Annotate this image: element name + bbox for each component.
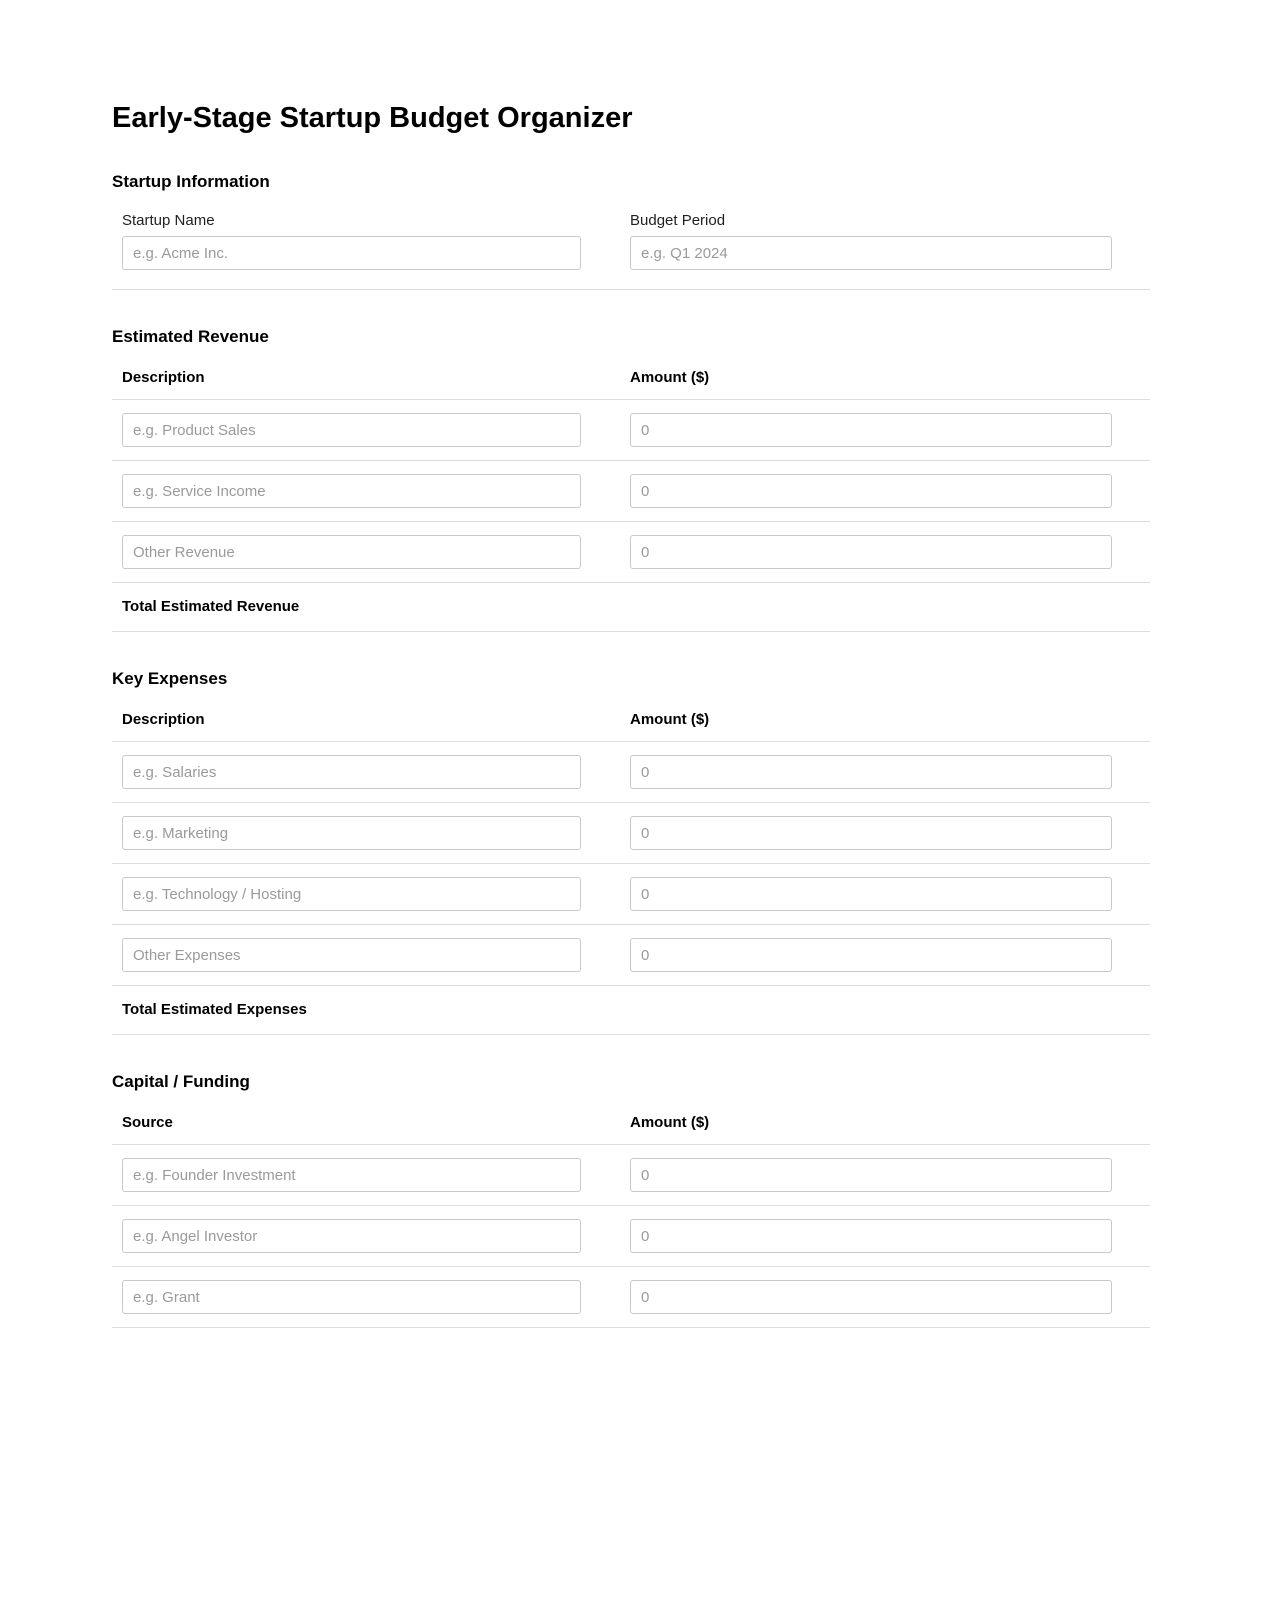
page-title: Early-Stage Startup Budget Organizer xyxy=(112,102,633,134)
expenses-description-column-header: Description xyxy=(122,711,205,729)
revenue-amount-column-header: Amount ($) xyxy=(630,369,710,387)
capital-funding-heading: Capital / Funding xyxy=(112,1072,250,1092)
funding-source-input-1[interactable] xyxy=(122,1158,581,1192)
expenses-description-input-2[interactable] xyxy=(122,816,581,850)
expenses-amount-input-2[interactable] xyxy=(630,816,1112,850)
section-startup-information xyxy=(112,172,1150,290)
table-row xyxy=(112,461,1150,522)
startup-information-heading: Startup Information xyxy=(112,172,270,192)
section-key-expenses xyxy=(112,669,1150,1035)
table-row xyxy=(112,1145,1150,1206)
funding-amount-input-1[interactable] xyxy=(630,1158,1112,1192)
budget-period-input[interactable] xyxy=(630,236,1112,270)
expenses-amount-column-header: Amount ($) xyxy=(630,711,710,729)
revenue-description-input-1[interactable] xyxy=(122,413,581,447)
budget-period-label: Budget Period xyxy=(630,212,726,230)
expenses-amount-input-3[interactable] xyxy=(630,877,1112,911)
expenses-description-input-3[interactable] xyxy=(122,877,581,911)
expenses-total-row xyxy=(112,986,1150,1035)
revenue-amount-input-2[interactable] xyxy=(630,474,1112,508)
table-row xyxy=(112,803,1150,864)
expenses-description-input-4[interactable] xyxy=(122,938,581,972)
revenue-table-header xyxy=(112,347,1150,400)
table-row xyxy=(112,400,1150,461)
startup-name-label: Startup Name xyxy=(122,212,215,230)
table-row xyxy=(112,1206,1150,1267)
table-row xyxy=(112,1267,1150,1328)
revenue-amount-input-3[interactable] xyxy=(630,535,1112,569)
table-row xyxy=(112,864,1150,925)
expenses-total-label: Total Estimated Expenses xyxy=(122,1001,307,1019)
funding-source-input-3[interactable] xyxy=(122,1280,581,1314)
expenses-amount-input-1[interactable] xyxy=(630,755,1112,789)
budget-organizer-page xyxy=(112,102,1150,1328)
revenue-description-input-3[interactable] xyxy=(122,535,581,569)
expenses-amount-input-4[interactable] xyxy=(630,938,1112,972)
expenses-table-header xyxy=(112,689,1150,742)
funding-source-column-header: Source xyxy=(122,1114,173,1132)
budget-period-field xyxy=(630,212,1112,270)
revenue-description-column-header: Description xyxy=(122,369,205,387)
section-capital-funding xyxy=(112,1072,1150,1328)
estimated-revenue-heading: Estimated Revenue xyxy=(112,327,269,347)
revenue-total-label: Total Estimated Revenue xyxy=(122,598,300,616)
funding-amount-input-3[interactable] xyxy=(630,1280,1112,1314)
funding-table-header xyxy=(112,1092,1150,1145)
revenue-total-row xyxy=(112,583,1150,632)
startup-name-input[interactable] xyxy=(122,236,581,270)
table-row xyxy=(112,742,1150,803)
startup-info-row xyxy=(112,192,1150,290)
expenses-total-value xyxy=(630,1001,1112,1018)
revenue-amount-input-1[interactable] xyxy=(630,413,1112,447)
table-row xyxy=(112,522,1150,583)
startup-name-field xyxy=(122,212,581,270)
funding-source-input-2[interactable] xyxy=(122,1219,581,1253)
funding-amount-input-2[interactable] xyxy=(630,1219,1112,1253)
revenue-total-value xyxy=(630,598,1112,615)
revenue-description-input-2[interactable] xyxy=(122,474,581,508)
table-row xyxy=(112,925,1150,986)
funding-amount-column-header: Amount ($) xyxy=(630,1114,710,1132)
expenses-description-input-1[interactable] xyxy=(122,755,581,789)
key-expenses-heading: Key Expenses xyxy=(112,669,228,689)
section-estimated-revenue xyxy=(112,327,1150,632)
